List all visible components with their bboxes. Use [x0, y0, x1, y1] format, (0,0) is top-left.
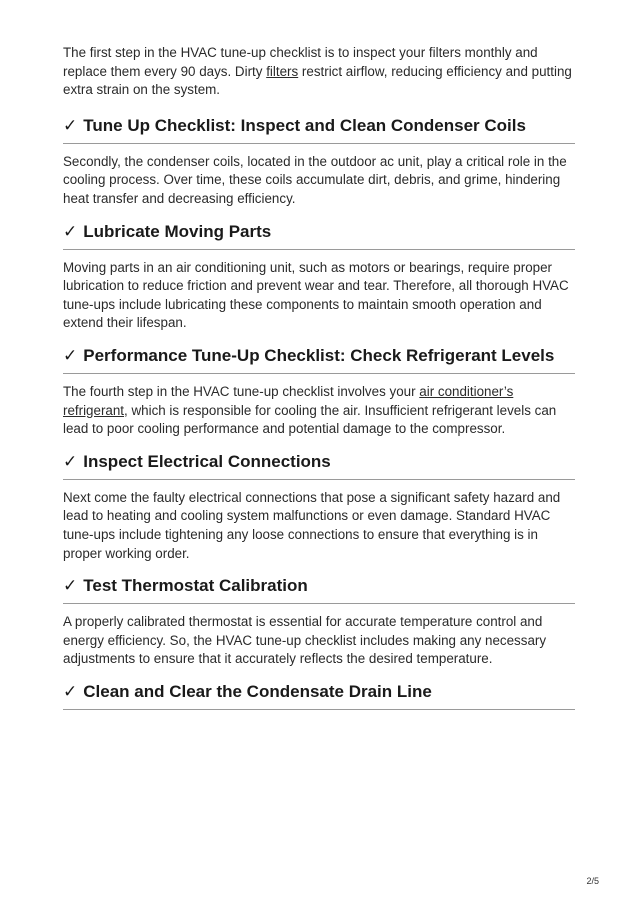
body-text-end: , which is responsible for cooling the air. Insufficient refrigerant levels can lead to poor cooling performance and potential damage to the compressor.: [63, 402, 557, 437]
page-number: 2/5: [586, 876, 599, 886]
section-electrical: [63, 451, 575, 563]
checkmark-icon: ✓: [63, 345, 78, 365]
section-body: A properly calibrated thermostat is essential for accurate temperature control and energy efficiency. So, the HVAC tune-up checklist includes making any necessary adjustments to ensure that it accurately reflects the desired temperature.: [63, 614, 547, 667]
section-heading: [63, 221, 575, 250]
heading-text: Inspect Electrical Connections: [83, 451, 331, 471]
section-condenser-coils: [63, 115, 575, 209]
heading-text: Tune Up Checklist: Inspect and Clean Condenser Coils: [83, 115, 526, 135]
body-text: The fourth step in the HVAC tune-up checklist involves your: [63, 383, 420, 399]
heading-text: Lubricate Moving Parts: [83, 221, 272, 241]
intro-text-end: restrict airflow, reducing efficiency and putting extra strain on the system.: [63, 63, 572, 98]
filters-link[interactable]: filters: [266, 63, 299, 79]
section-lubricate: [63, 221, 575, 333]
heading-text: Test Thermostat Calibration: [83, 576, 308, 596]
section-thermostat: [63, 575, 575, 669]
intro-text: The first step in the HVAC tune-up checklist is to inspect your filters monthly and replace them every 90 days. Dirty: [63, 45, 538, 79]
heading-text: Clean and Clear the Condensate Drain Line: [83, 681, 432, 701]
section-drain-line: [63, 681, 575, 710]
checkmark-icon: ✓: [63, 221, 78, 241]
section-heading: [63, 345, 575, 374]
article-content: [63, 44, 575, 722]
checkmark-icon: ✓: [63, 576, 78, 596]
section-heading: [63, 115, 575, 144]
section-body: Next come the faulty electrical connections that pose a significant safety hazard and lead to heating and cooling system malfunctions or even damage. Standard HVAC tune-ups include tightening any loose connections to ensure that everything is in proper working order.: [63, 489, 561, 561]
intro-paragraph: [63, 44, 575, 100]
heading-text: Performance Tune-Up Checklist: Check Refrigerant Levels: [83, 345, 555, 365]
checkmark-icon: ✓: [63, 681, 78, 701]
section-body: Moving parts in an air conditioning unit, such as motors or bearings, require proper lubrication to reduce friction and prevent wear and tear. Therefore, all thorough HVAC tune-ups include lubricating these components to maintain smooth operation and extend their lifespan.: [63, 259, 569, 331]
section-heading: [63, 575, 575, 604]
section-heading: [63, 451, 575, 480]
checkmark-icon: ✓: [63, 451, 78, 471]
section-heading: [63, 681, 575, 710]
section-body: [63, 383, 575, 439]
section-refrigerant: [63, 345, 575, 439]
refrigerant-link[interactable]: air conditioner’s refrigerant: [63, 383, 514, 418]
section-body: Secondly, the condenser coils, located in the outdoor ac unit, play a critical role in the cooling process. Over time, these coils accumulate dirt, debris, and grime, hindering heat transfer and decreasing efficiency.: [63, 153, 567, 206]
checkmark-icon: ✓: [63, 115, 78, 135]
